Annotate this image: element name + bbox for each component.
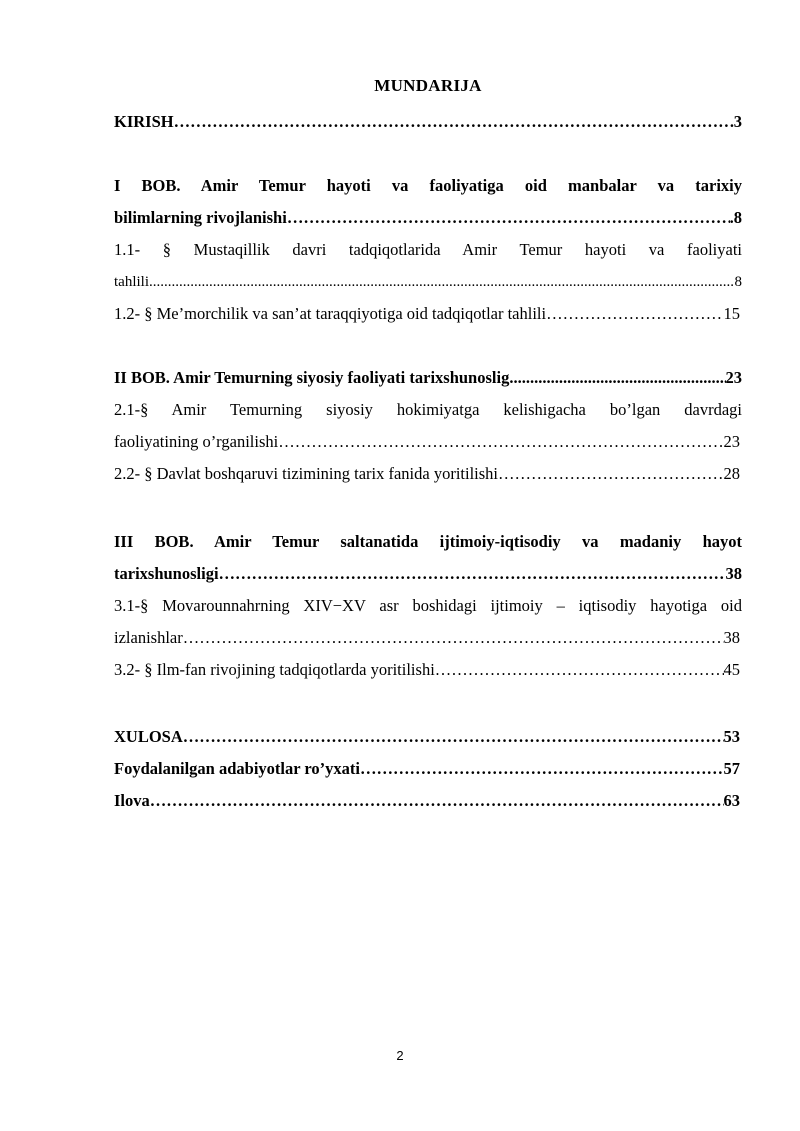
toc-entry-label: XULOSA — [114, 727, 183, 746]
toc-entry-label: 2.2- § Davlat boshqaruvi tizimining tarix fanida yoritilishi — [114, 464, 499, 483]
toc-section-1-1-line1: 1.1- § Mustaqillik davri tadqiqotlarida Amir Temur hayoti va faoliyati — [114, 240, 742, 259]
toc-section-2-1-line2 — [114, 432, 740, 452]
toc-entry-page: 23 — [723, 432, 740, 451]
toc-entry-label: Ilova — [114, 791, 150, 810]
toc-entry-page: 63 — [723, 791, 740, 810]
toc-entry-label: izlanishlar — [114, 628, 183, 647]
toc-entry-page: 38 — [723, 628, 740, 647]
toc-section-1-2 — [114, 304, 740, 324]
toc-entry-bibliography — [114, 759, 740, 779]
toc-section-3-2 — [114, 660, 740, 680]
page-number: 2 — [396, 1048, 404, 1063]
page-title: MUNDARIJA — [374, 76, 482, 95]
toc-chapter-3-line1: III BOB. Amir Temur saltanatida ijtimoiy-iqtisodiy va madaniy hayot — [114, 532, 742, 551]
toc-entry-label: faoliyatining o’rganilishi — [114, 432, 279, 451]
toc-entry-label: Foydalanilgan adabiyotlar ro’yxati — [114, 759, 361, 778]
toc-entry-page: 23 — [725, 368, 742, 387]
toc-chapter-3-line2 — [114, 564, 742, 584]
toc-entry-label: tahlili — [114, 274, 149, 290]
toc-chapter-2 — [114, 368, 742, 388]
toc-entry-label: tarixshunosligi — [114, 564, 219, 583]
toc-section-2-1-line1: 2.1-§ Amir Temurning siyosiy hokimiyatga kelishigacha bo’lgan davrdagi — [114, 400, 742, 419]
toc-entry-label: KIRISH — [114, 112, 174, 131]
toc-entry-page: .8 — [729, 208, 742, 227]
toc-section-2-2 — [114, 464, 740, 484]
toc-entry-page: 28 — [723, 464, 740, 483]
toc-entry-xulosa — [114, 727, 740, 747]
toc-entry-page: 57 — [723, 759, 740, 778]
toc-chapter-1-line2 — [114, 208, 742, 228]
toc-entry-kirish — [114, 112, 742, 132]
toc-entry-page: 53 — [723, 727, 740, 746]
toc-entry-page: 3 — [733, 112, 742, 131]
toc-entry-page: 38 — [725, 564, 742, 583]
toc-entry-appendix — [114, 791, 740, 811]
toc-entry-label: 3.2- § Ilm-fan rivojining tadqiqotlarda yoritilishi — [114, 660, 435, 679]
toc-entry-label: II BOB. Amir Temurning siyosiy faoliyati tarixshunoslig — [114, 368, 510, 387]
toc-entry-label: 1.2- § Me’morchilik va san’at taraqqiyotiga oid tadqiqotlar tahlili — [114, 304, 547, 323]
toc-section-3-1-line1: 3.1-§ Movarounnahrning XIV−XV asr boshidagi ijtimoiy – iqtisodiy hayotiga oid — [114, 596, 742, 615]
toc-entry-page: 8 — [734, 274, 742, 290]
toc-entry-page: 45 — [723, 660, 740, 679]
toc-entry-label: bilimlarning rivojlanishi — [114, 208, 287, 227]
toc-section-1-1-line2 — [114, 272, 742, 292]
toc-entry-page: 15 — [723, 304, 740, 323]
toc-chapter-1-line1: I BOB. Amir Temur hayoti va faoliyatiga oid manbalar va tarixiy — [114, 176, 742, 195]
toc-section-3-1-line2 — [114, 628, 740, 648]
